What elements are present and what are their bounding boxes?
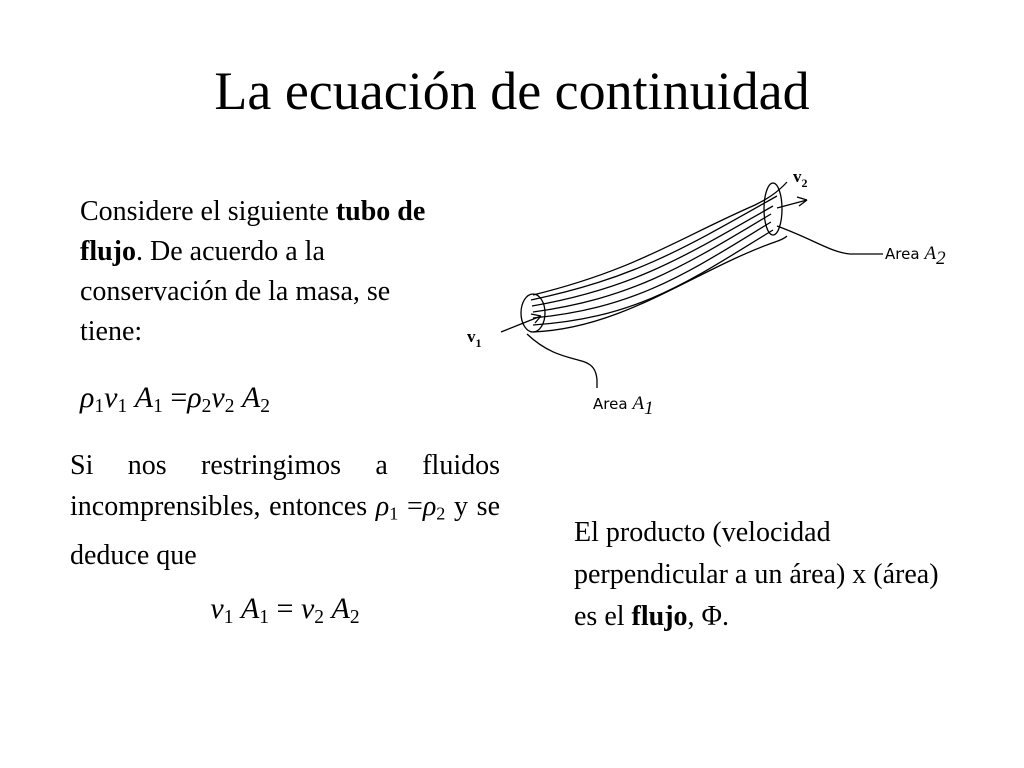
subscript: 2 [260,395,271,417]
a-symbol: A [240,592,260,625]
streamline [533,214,771,312]
subscript: 2 [201,395,212,417]
subscript: 2 [349,606,360,628]
equals-sign: = [269,592,301,625]
flux-tube-term: tubo de flujo [80,196,426,267]
subscript: 1 [259,606,270,628]
subscript: 1 [389,503,399,524]
flux-definition-paragraph [574,512,954,638]
flow-tube-diagram [455,160,975,430]
a-symbol: A [134,381,154,414]
tube-top-wall [533,182,787,295]
area-a1-leader [527,334,597,388]
area-a1-label: Area A1 [593,393,654,419]
v-symbol: v [300,592,315,625]
intro-paragraph [80,192,450,352]
mass-conservation-equation [80,376,270,429]
subscript: 1 [117,395,128,417]
streamline [533,222,771,318]
equals-sign: = [162,381,188,414]
flux-term: flujo [631,601,688,632]
slide-title: La ecuación de continuidad [214,61,810,121]
v2-label: $v_2$ [793,167,808,190]
subscript: 1 [223,606,234,628]
intro-text-start: Considere el siguiente [80,196,336,227]
streamline [533,230,773,325]
deduction-text: y se deduce que [70,491,501,571]
incompressible-text: Si nos restringimos a fluidos incomprensibles, entonces [70,450,500,522]
v-symbol: v [210,592,224,625]
v1-label: $v_1$ [467,327,482,350]
subscript: 1 [94,395,105,417]
subscript: 1 [153,395,163,417]
area-a2-label: Area A2 [885,243,946,269]
a-symbol: A [331,592,350,625]
continuity-equation [0,587,570,640]
v-symbol: v [104,381,118,414]
rho-symbol: ρ [80,381,95,414]
v-symbol: v [211,381,225,414]
subscript: 2 [224,395,235,417]
flux-text-start: El producto (velocidad perpendicular a un área) x (área) es el [574,517,939,632]
rho-symbol: ρ [375,491,390,522]
flux-text-end: , Φ. [687,601,729,632]
a-symbol: A [241,381,261,414]
equals-sign: = [407,491,423,522]
rho-symbol: ρ [422,491,437,522]
rho-symbol: ρ [187,381,202,414]
subscript: 2 [436,503,446,524]
subscript: 2 [314,606,325,628]
intro-text-end: . De acuerdo a la conservación de la masa, se tiene: [80,236,391,347]
incompressible-paragraph [70,445,500,576]
area-a2-leader [777,226,883,254]
